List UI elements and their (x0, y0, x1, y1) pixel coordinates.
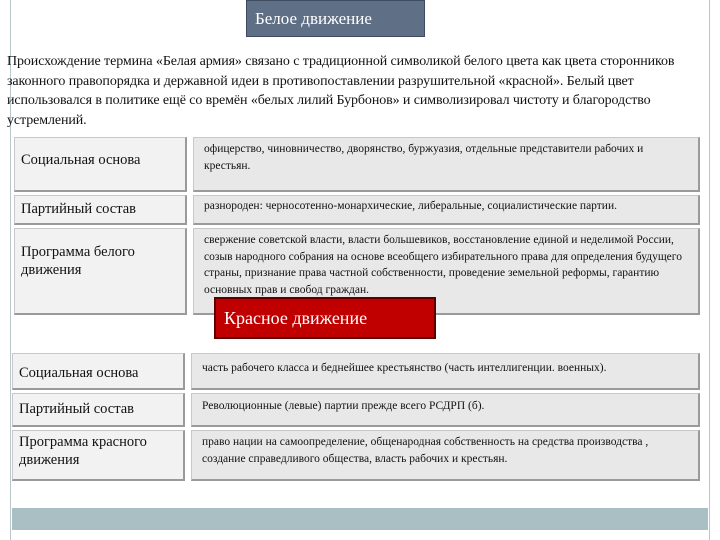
row-label: Программа красного движения (12, 430, 185, 481)
row-label: Социальная основа (12, 353, 185, 390)
intro-paragraph: Происхождение термина «Белая армия» связано с традиционной символикой белого цвета как цвета сторонников законного правопорядка и державной идеи в противопоставлении разрушительной «красной». Белый цвет использовался в политике ещё со времён «белых лилий Бурбонов» и символизировал чистоту и благородство устремлений. (7, 54, 675, 128)
table-row (14, 195, 700, 225)
row-value: свержение советской власти, власти большевиков, восстановление единой и неделимой России, созыв народного собрания на основе всеобщего избирательного права для определения будущего страны, признание права частной собственности, проведение земельной реформы, гарантию основных прав и свобод граждан. (193, 228, 700, 315)
row-value: разнороден: черносотенно-монархические, либеральные, социалистические партии. (193, 195, 700, 225)
table-row (12, 393, 700, 427)
row-value: часть рабочего класса и беднейшее крестьянство (часть интеллигенции. военных). (191, 353, 700, 390)
row-label: Социальная основа (14, 137, 187, 192)
row-label: Программа белого движения (14, 228, 187, 315)
table-row (12, 353, 700, 390)
red-movement-table (12, 350, 700, 484)
white-movement-table (14, 134, 700, 318)
row-value: офицерство, чиновничество, дворянство, буржуазия, отдельные представители рабочих и крестьян. (193, 137, 700, 192)
row-label: Партийный состав (14, 195, 187, 225)
row-value: Революционные (левые) партии прежде всего РСДРП (б). (191, 393, 700, 427)
row-label: Партийный состав (12, 393, 185, 427)
row-value: право нации на самоопределение, общенародная собственность на средства производства , создание справедливого общества, власть рабочих и крестьян. (191, 430, 700, 481)
table-row (14, 137, 700, 192)
bottom-band (12, 508, 708, 530)
white-movement-title: Белое движение (246, 0, 425, 37)
table-row (12, 430, 700, 481)
red-movement-title: Красное движение (214, 297, 436, 339)
